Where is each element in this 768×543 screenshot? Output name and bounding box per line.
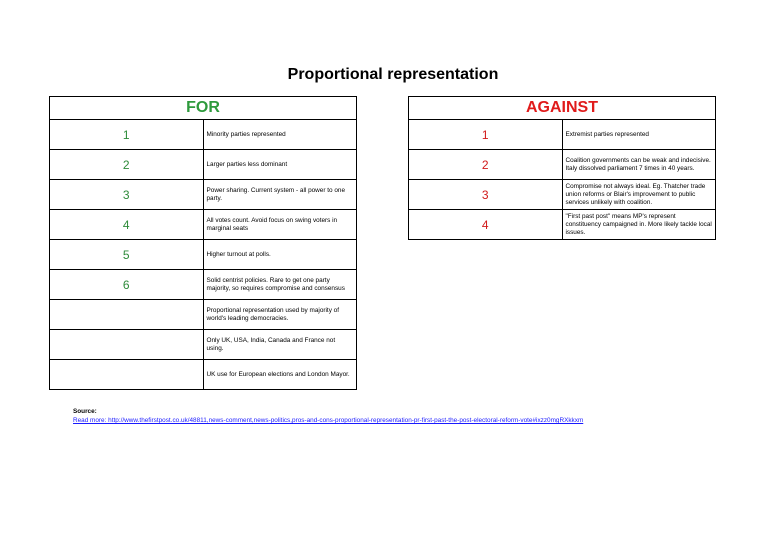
- against-row: [409, 210, 716, 240]
- for-row: [50, 300, 357, 330]
- source-link[interactable]: Read more: http://www.thefirstpost.co.uk/48811,news-comment,news-politics,pros-and-cons-proportional-representation-pr-first-past-the-post-electoral-reform-vote#ixzz0mgRXkkxm: [73, 417, 584, 424]
- source-block: [73, 407, 583, 425]
- against-row-number: 3: [409, 180, 563, 210]
- for-row-text: UK use for European elections and London Mayor.: [203, 360, 357, 390]
- against-row: [409, 180, 716, 210]
- for-row-number: 6: [50, 270, 204, 300]
- for-row-text: Only UK, USA, India, Canada and France not using.: [203, 330, 357, 360]
- for-row-text: Minority parties represented: [203, 120, 357, 150]
- for-row: [50, 270, 357, 300]
- for-row-number: 4: [50, 210, 204, 240]
- for-row: [50, 120, 357, 150]
- against-table: [408, 96, 716, 240]
- for-row: [50, 210, 357, 240]
- against-row: [409, 120, 716, 150]
- for-row-text: Proportional representation used by majority of world's leading democracies.: [203, 300, 357, 330]
- for-row-number: 3: [50, 180, 204, 210]
- against-row-text: "First past post" means MP's represent constituency campaigned in. More likely tackle local issues.: [562, 210, 716, 240]
- for-row-text: Power sharing. Current system - all power to one party.: [203, 180, 357, 210]
- for-row-number: [50, 360, 204, 390]
- against-row-number: 4: [409, 210, 563, 240]
- against-heading: AGAINST: [409, 97, 716, 120]
- for-row-text: All votes count. Avoid focus on swing voters in marginal seats: [203, 210, 357, 240]
- source-label: Source:: [73, 408, 97, 415]
- for-row: [50, 240, 357, 270]
- against-row-number: 2: [409, 150, 563, 180]
- for-table: [49, 96, 357, 390]
- for-row: [50, 330, 357, 360]
- against-row: [409, 150, 716, 180]
- against-row-text: Compromise not always ideal. Eg. Thatcher trade union reforms or Blair's improvement to public services unlikely with coalition.: [562, 180, 716, 210]
- page-title: Proportional representation: [287, 66, 499, 83]
- for-row: [50, 360, 357, 390]
- for-row-text: Larger parties less dominant: [203, 150, 357, 180]
- against-row-text: Coalition governments can be weak and indecisive. Italy dissolved parliament 7 times in 40 years.: [562, 150, 716, 180]
- for-heading: FOR: [50, 97, 357, 120]
- for-row-number: [50, 300, 204, 330]
- against-row-text: Extremist parties represented: [562, 120, 716, 150]
- for-row-text: Higher turnout at polls.: [203, 240, 357, 270]
- for-row-number: 2: [50, 150, 204, 180]
- against-row-number: 1: [409, 120, 563, 150]
- for-row-number: [50, 330, 204, 360]
- for-row: [50, 150, 357, 180]
- for-row-text: Solid centrist policies. Rare to get one party majority, so requires compromise and consensus: [203, 270, 357, 300]
- for-row: [50, 180, 357, 210]
- for-row-number: 1: [50, 120, 204, 150]
- for-row-number: 5: [50, 240, 204, 270]
